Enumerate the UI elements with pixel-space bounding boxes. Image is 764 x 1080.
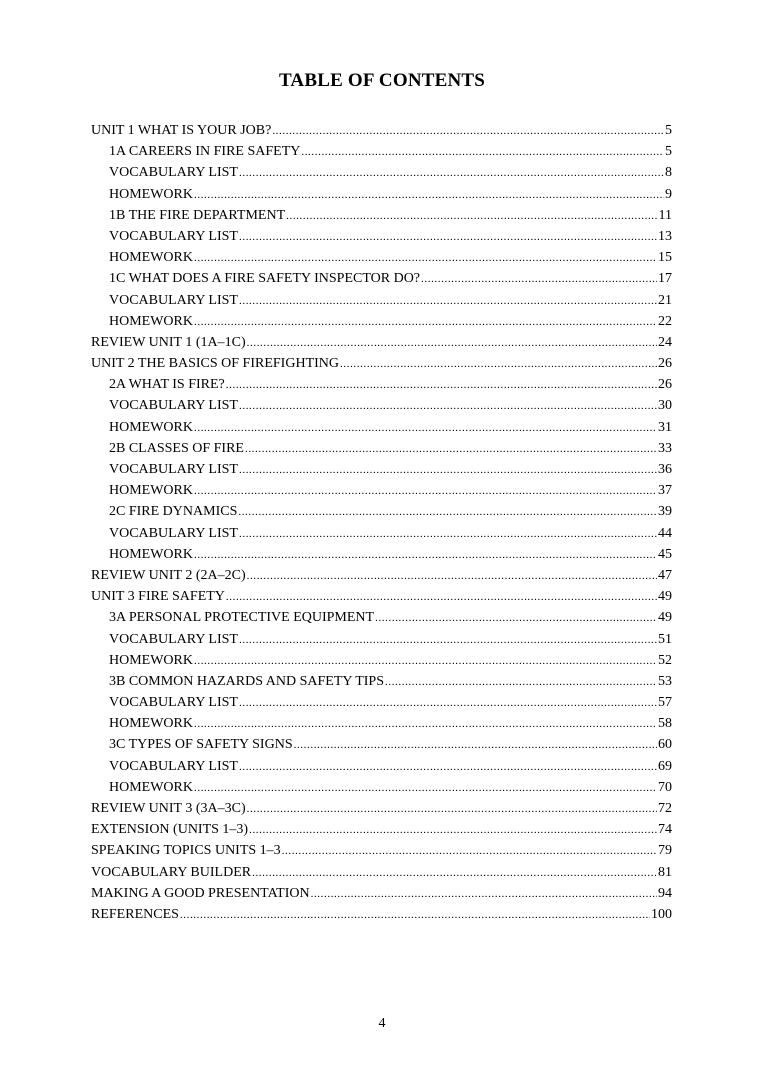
toc-entry-label: VOCABULARY LIST: [109, 631, 238, 647]
toc-entry-label: VOCABULARY LIST: [109, 758, 238, 774]
toc-entry[interactable]: [91, 586, 672, 607]
toc-dot-leader: [239, 163, 664, 183]
toc-entry-label: 2B CLASSES OF FIRE: [109, 440, 244, 456]
toc-entry-label: HOMEWORK: [109, 250, 193, 266]
toc-dot-leader: [226, 375, 657, 395]
toc-dot-leader: [340, 354, 657, 374]
toc-entry[interactable]: [91, 162, 672, 183]
toc-entry[interactable]: [91, 120, 672, 141]
toc-entry-label: 3A PERSONAL PROTECTIVE EQUIPMENT: [109, 610, 375, 626]
toc-entry-label: VOCABULARY LIST: [109, 228, 238, 244]
toc-entry[interactable]: [91, 671, 672, 692]
toc-entry-page: 37: [658, 483, 672, 499]
toc-entry-label: REFERENCES: [91, 906, 179, 922]
toc-entry-label: 3C TYPES OF SAFETY SIGNS: [109, 737, 293, 753]
toc-entry[interactable]: [91, 417, 672, 438]
toc-dot-leader: [226, 587, 657, 607]
toc-entry-page: 53: [658, 673, 672, 689]
toc-dot-leader: [385, 672, 657, 692]
toc-entry-page: 60: [658, 737, 672, 753]
toc-entry[interactable]: [91, 501, 672, 522]
toc-dot-leader: [282, 841, 657, 861]
toc-entry[interactable]: [91, 883, 672, 904]
toc-entry-page: 44: [658, 525, 672, 541]
toc-dot-leader: [252, 863, 657, 883]
toc-entry-page: 57: [658, 695, 672, 711]
toc-entry[interactable]: [91, 205, 672, 226]
toc-entry-page: 5: [665, 123, 672, 138]
toc-dot-leader: [194, 778, 657, 798]
toc-dot-leader: [245, 439, 657, 459]
toc-entry-page: 47: [658, 567, 672, 583]
toc-entry-label: UNIT 3 FIRE SAFETY: [91, 589, 225, 605]
toc-dot-leader: [239, 460, 657, 480]
toc-dot-leader: [247, 333, 657, 353]
toc-entry-label: VOCABULARY BUILDER: [91, 864, 252, 880]
toc-entry-label: REVIEW UNIT 3 (3A–3C): [91, 801, 246, 816]
toc-entry-label: VOCABULARY LIST: [109, 695, 238, 711]
toc-entry[interactable]: [91, 565, 672, 586]
toc-dot-leader: [301, 142, 664, 162]
toc-entry-page: 13: [658, 228, 672, 244]
toc-dot-leader: [294, 735, 657, 755]
toc-dot-leader: [194, 545, 657, 565]
toc-entry-page: 15: [658, 250, 672, 266]
toc-entry-label: VOCABULARY LIST: [109, 165, 238, 181]
toc-entry-page: 17: [658, 271, 672, 287]
toc-entry[interactable]: [91, 395, 672, 416]
toc-entry[interactable]: [91, 840, 672, 861]
toc-entry-label: 1C WHAT DOES A FIRE SAFETY INSPECTOR DO?: [109, 271, 421, 287]
toc-entry-label: HOMEWORK: [109, 483, 193, 499]
toc-dot-leader: [247, 566, 657, 586]
toc-dot-leader: [194, 418, 657, 438]
toc-entry[interactable]: [91, 374, 672, 395]
toc-entry[interactable]: [91, 184, 672, 205]
toc-entry-page: 26: [658, 356, 672, 372]
toc-dot-leader: [239, 757, 657, 777]
toc-entry-page: 52: [658, 652, 672, 668]
toc-entry[interactable]: [91, 141, 672, 162]
toc-entry[interactable]: [91, 268, 672, 289]
toc-entry[interactable]: [91, 777, 672, 798]
toc-entry-label: HOMEWORK: [109, 652, 193, 668]
toc-entry-label: REVIEW UNIT 2 (2A–2C): [91, 567, 246, 583]
toc-entry-page: 5: [665, 144, 672, 160]
toc-entry[interactable]: [91, 904, 672, 925]
toc-entry[interactable]: [91, 650, 672, 671]
toc-entry-page: 26: [658, 377, 672, 393]
toc-entry-page: 94: [658, 885, 672, 901]
toc-entry-label: REVIEW UNIT 1 (1A–1C): [91, 334, 246, 350]
toc-dot-leader: [238, 502, 657, 522]
toc-entry-label: VOCABULARY LIST: [109, 525, 238, 541]
toc-dot-leader: [194, 481, 657, 501]
toc-entry-label: VOCABULARY LIST: [109, 398, 238, 414]
toc-entry-label: UNIT 1 WHAT IS YOUR JOB?: [91, 123, 272, 138]
toc-dot-leader: [194, 312, 657, 332]
toc-entry-page: 70: [658, 779, 672, 795]
toc-entry-label: HOMEWORK: [109, 419, 193, 435]
toc-dot-leader: [194, 248, 657, 268]
toc-dot-leader: [239, 693, 657, 713]
toc-entry-page: 51: [658, 631, 672, 647]
toc-dot-leader: [272, 121, 664, 141]
toc-entry-label: SPEAKING TOPICS UNITS 1–3: [91, 843, 281, 859]
toc-entry-page: 22: [658, 313, 672, 329]
page-title: TABLE OF CONTENTS: [278, 70, 486, 91]
toc-entry-page: 30: [658, 398, 672, 414]
toc-entry-page: 21: [658, 292, 672, 308]
toc-entry[interactable]: [91, 332, 672, 353]
toc-entry-page: 69: [658, 758, 672, 774]
toc-entry[interactable]: [91, 734, 672, 755]
toc-dot-leader: [311, 884, 657, 904]
toc-entry-label: VOCABULARY LIST: [109, 462, 238, 477]
toc-dot-leader: [239, 524, 657, 544]
toc-dot-leader: [239, 630, 657, 650]
toc-entry-label: 2C FIRE DYNAMICS: [109, 504, 238, 520]
toc-entry[interactable]: [91, 353, 672, 374]
toc-dot-leader: [247, 799, 657, 819]
toc-entry-page: 31: [658, 419, 672, 435]
toc-dot-leader: [180, 905, 650, 925]
toc-entry[interactable]: [91, 629, 672, 650]
toc-entry[interactable]: [91, 692, 672, 713]
toc-entry-page: 49: [658, 610, 672, 626]
toc-entry[interactable]: [91, 523, 672, 544]
toc-dot-leader: [239, 291, 657, 311]
toc-dot-leader: [194, 651, 657, 671]
toc-entry-page: 45: [658, 546, 672, 562]
page-number: 4: [378, 1016, 386, 1031]
toc-entry[interactable]: [91, 290, 672, 311]
toc-dot-leader: [239, 227, 657, 247]
toc-dot-leader: [375, 608, 657, 628]
toc-entry-label: EXTENSION (UNITS 1–3): [91, 822, 249, 838]
toc-entry[interactable]: [91, 226, 672, 247]
toc-dot-leader: [249, 820, 657, 840]
toc-entry-page: 74: [658, 822, 672, 838]
toc-dot-leader: [194, 714, 657, 734]
toc-entry-label: HOMEWORK: [109, 716, 193, 732]
toc-entry[interactable]: [91, 819, 672, 840]
toc-entry-label: 2A WHAT IS FIRE?: [109, 377, 225, 393]
toc-dot-leader: [421, 269, 657, 289]
toc-entry-page: 100: [651, 906, 672, 922]
toc-entry-page: 58: [658, 716, 672, 732]
toc-entry-page: 33: [658, 440, 672, 456]
toc-entry-label: 1A CAREERS IN FIRE SAFETY: [109, 144, 301, 160]
toc-entry[interactable]: [91, 311, 672, 332]
toc-entry-label: HOMEWORK: [109, 186, 193, 202]
toc-entry-label: VOCABULARY LIST: [109, 292, 238, 308]
toc-entry[interactable]: [91, 756, 672, 777]
toc-entry[interactable]: [91, 607, 672, 628]
toc-entry-label: MAKING A GOOD PRESENTATION: [91, 885, 310, 901]
toc-entry-page: 81: [658, 864, 672, 880]
toc-entry[interactable]: [91, 713, 672, 734]
table-of-contents: [91, 120, 672, 925]
toc-entry[interactable]: [91, 247, 672, 268]
toc-entry[interactable]: [91, 798, 672, 819]
toc-entry[interactable]: [91, 862, 672, 883]
toc-entry-page: 72: [658, 801, 672, 816]
toc-entry-label: UNIT 2 THE BASICS OF FIREFIGHTING: [91, 356, 340, 372]
toc-entry-label: 1B THE FIRE DEPARTMENT: [109, 207, 286, 223]
toc-entry-label: HOMEWORK: [109, 313, 193, 329]
toc-entry-label: 3B COMMON HAZARDS AND SAFETY TIPS: [109, 673, 384, 689]
toc-entry[interactable]: [91, 438, 672, 459]
toc-dot-leader: [239, 396, 657, 416]
toc-entry[interactable]: [91, 459, 672, 480]
toc-entry-page: 36: [658, 462, 672, 477]
toc-entry-page: 8: [665, 165, 672, 181]
toc-entry-page: 39: [658, 504, 672, 520]
toc-dot-leader: [194, 185, 664, 205]
toc-entry[interactable]: [91, 544, 672, 565]
toc-entry-label: HOMEWORK: [109, 546, 193, 562]
toc-entry-label: HOMEWORK: [109, 779, 193, 795]
toc-entry[interactable]: [91, 480, 672, 501]
toc-entry-page: 24: [658, 334, 672, 350]
toc-entry-page: 49: [658, 589, 672, 605]
toc-entry-page: 79: [658, 843, 672, 859]
toc-entry-page: 11: [658, 207, 672, 223]
toc-entry-page: 9: [665, 186, 672, 202]
toc-dot-leader: [286, 206, 657, 226]
